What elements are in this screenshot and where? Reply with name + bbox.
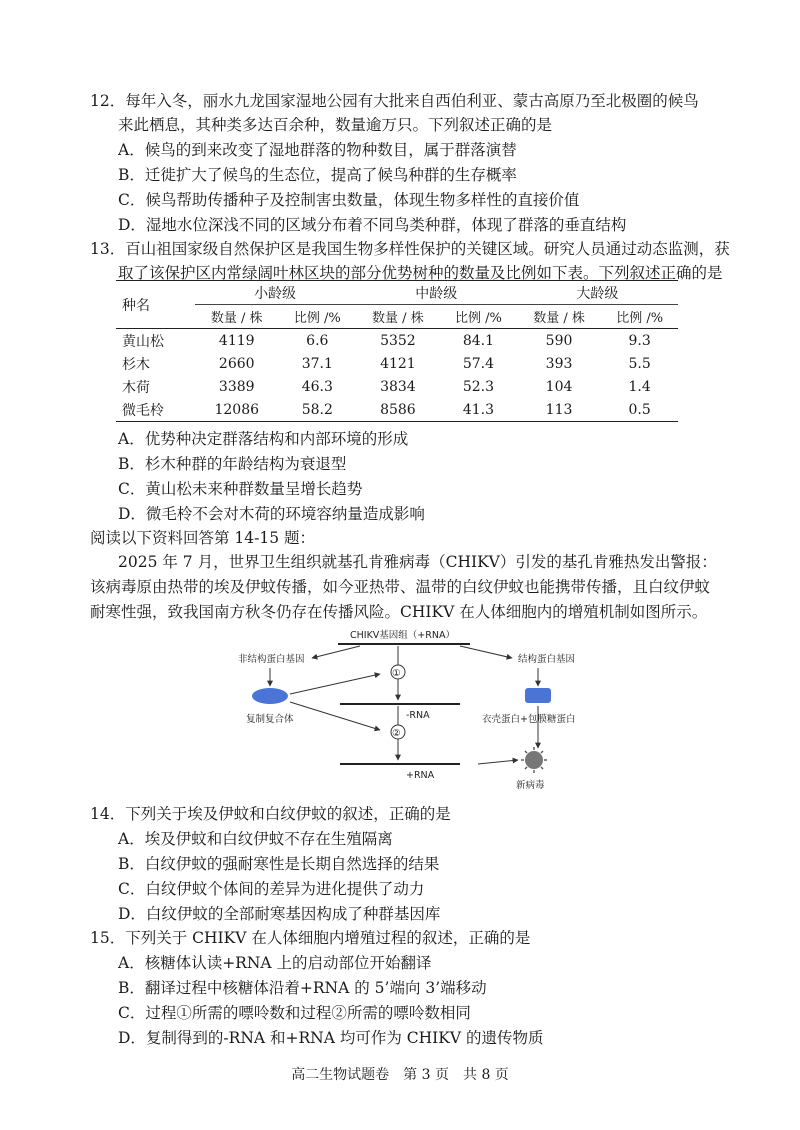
- new-virus-label: 新病毒: [516, 780, 545, 791]
- replication-complex-label: 复制复合体: [246, 714, 294, 725]
- species-name: 木荷: [122, 379, 150, 396]
- new-virus-icon: [521, 747, 547, 773]
- q12-stem-line2: 来此栖息，其种类多达百余种，数量逾万只。下列叙述正确的是: [118, 116, 553, 134]
- arrow: [460, 646, 512, 658]
- table-row: [116, 352, 678, 375]
- table-cell: 46.3: [301, 378, 333, 395]
- species-name: 杉木: [122, 356, 150, 373]
- step2-label: ②: [392, 728, 401, 739]
- table-header-large: 大龄级: [517, 281, 678, 305]
- table-cell: 2660: [218, 355, 255, 372]
- step1-label: ①: [392, 668, 401, 679]
- table-cell: 84.1: [462, 332, 495, 349]
- capsid-protein-shape: [525, 688, 551, 703]
- q14-option-c: C．白纹伊蚊个体间的差异为进化提供了动力: [118, 880, 425, 898]
- table-row: [116, 329, 678, 353]
- table-cell: 37.1: [301, 355, 333, 372]
- table-cell: 113: [517, 398, 601, 422]
- q13-option-d: D．微毛柃不会对木荷的环境容纳量造成影响: [118, 505, 425, 523]
- table-cell: 12086: [195, 398, 279, 422]
- table-subheader-count: 数量 / 株: [517, 305, 601, 329]
- q15-stem: 15．下列关于 CHIKV 在人体细胞内增殖过程的叙述，正确的是: [90, 929, 531, 947]
- capsid-envelope-label: 衣壳蛋白+包膜糖蛋白: [482, 714, 576, 725]
- arrow: [478, 760, 518, 764]
- table-cell: 1.4: [628, 378, 651, 395]
- table-cell: 8586: [356, 398, 440, 422]
- table-header-medium: 中龄级: [356, 281, 517, 305]
- species-name: 微毛柃: [116, 398, 195, 422]
- nonstructural-gene-label: 非结构蛋白基因: [238, 654, 305, 665]
- table-cell: 9.3: [628, 332, 651, 349]
- species-name: 黄山松: [122, 333, 164, 350]
- table-cell: 41.3: [440, 398, 517, 422]
- q12-option-c: C．候鸟帮助传播种子及控制害虫数量，体现生物多样性的直接价值: [118, 191, 580, 209]
- table-cell: 104: [545, 378, 573, 395]
- table-subheader-count: 数量 / 株: [195, 305, 279, 329]
- reading-para-line2: 该病毒原由热带的埃及伊蚊传播，如今亚热带、温带的白纹伊蚊也能携带传播，且白纹伊蚊: [90, 578, 711, 596]
- table-row: [116, 398, 678, 422]
- reading-para-line3: 耐寒性强，致我国南方秋冬仍存在传播风险。CHIKV 在人体细胞内的增殖机制如图所示。: [90, 603, 708, 621]
- table-cell: 0.5: [601, 398, 678, 422]
- table-cell: 590: [545, 332, 573, 349]
- table-header-small: 小龄级: [195, 281, 356, 305]
- arrow: [312, 646, 360, 658]
- q13-stem-line1: 13．百山祖国家级自然保护区是我国生物多样性保护的关键区域。研究人员通过动态监测，获: [90, 240, 730, 258]
- table-cell: 58.2: [279, 398, 356, 422]
- q14-option-a: A．埃及伊蚊和白纹伊蚊不存在生殖隔离: [118, 830, 393, 848]
- q12-option-a: A．候鸟的到来改变了湿地群落的物种数目，属于群落演替: [118, 141, 517, 159]
- q13-option-a: A．优势种决定群落结构和内部环境的形成: [118, 430, 409, 448]
- table-row: [116, 375, 678, 398]
- q14-option-d: D．白纹伊蚊的全部耐寒基因构成了种群基因库: [118, 905, 441, 923]
- reading-intro: 阅读以下资料回答第 14-15 题：: [90, 529, 316, 547]
- q15-option-c: C．过程①所需的嘌呤数和过程②所需的嘌呤数相同: [118, 1004, 471, 1022]
- q13-option-c: C．黄山松未来种群数量呈增长趋势: [118, 480, 363, 498]
- virus-body: [525, 751, 543, 769]
- tree-species-table: [116, 280, 678, 422]
- reading-para-line1: 2025 年 7 月，世界卫生组织就基孔肯雅病毒（CHIKV）引发的基孔肯雅热发出警报：: [118, 553, 717, 571]
- table-cell: 393: [545, 355, 573, 372]
- q12-stem-line1: 12．每年入冬，丽水九龙国家湿地公园有大批来自西伯利亚、蒙古高原乃至北极圈的候鸟: [90, 92, 699, 110]
- table-cell: 52.3: [462, 378, 495, 395]
- table-cell: 6.6: [306, 332, 329, 349]
- table-subheader-ratio: 比例 /%: [601, 305, 678, 329]
- table-cell: 4119: [218, 332, 255, 349]
- q12-option-d: D．湿地水位深浅不同的区域分布着不同鸟类种群，体现了群落的垂直结构: [118, 216, 627, 234]
- q15-option-b: B．翻译过程中核糖体沿着+RNA 的 5’端向 3’端移动: [118, 979, 487, 997]
- table-cell: 5352: [380, 332, 416, 349]
- table-subheader-count: 数量 / 株: [356, 305, 440, 329]
- table-subheader-ratio: 比例 /%: [279, 305, 356, 329]
- structural-gene-label: 结构蛋白基因: [518, 654, 576, 665]
- table-cell: 57.4: [462, 355, 495, 372]
- q14-stem: 14．下列关于埃及伊蚊和白纹伊蚊的叙述，正确的是: [90, 805, 451, 823]
- pos-rna-label: +RNA: [406, 770, 435, 781]
- q14-option-b: B．白纹伊蚊的强耐寒性是长期自然选择的结果: [118, 855, 440, 873]
- q13-option-b: B．杉木种群的年龄结构为衰退型: [118, 455, 347, 473]
- table-subheader-ratio: 比例 /%: [440, 305, 517, 329]
- table-cell: 3389: [218, 378, 255, 395]
- q12-option-b: B．迁徙扩大了候鸟的生态位，提高了候鸟种群的生存概率: [118, 166, 517, 184]
- q13-stem-line2: 取了该保护区内常绿阔叶林区块的部分优势树种的数量及比例如下表。下列叙述正确的是: [118, 264, 723, 282]
- table-cell: 5.5: [628, 355, 651, 372]
- arrow: [290, 702, 380, 730]
- table-header-species: 种名: [116, 281, 195, 329]
- q15-option-d: D．复制得到的-RNA 和+RNA 均可作为 CHIKV 的遗传物质: [118, 1029, 544, 1047]
- table-cell: 4121: [380, 355, 416, 372]
- neg-rna-label: -RNA: [406, 710, 430, 721]
- table-cell: 3834: [380, 378, 416, 395]
- page-footer: 高二生物试题卷 第 3 页 共 8 页: [291, 1067, 509, 1083]
- arrow: [290, 674, 380, 694]
- genome-label: CHIKV基因组（+RNA）: [350, 630, 455, 641]
- q15-option-a: A．核糖体认读+RNA 上的启动部位开始翻译: [118, 954, 432, 972]
- chikv-replication-diagram: [220, 626, 630, 796]
- replication-complex-shape: [252, 688, 288, 704]
